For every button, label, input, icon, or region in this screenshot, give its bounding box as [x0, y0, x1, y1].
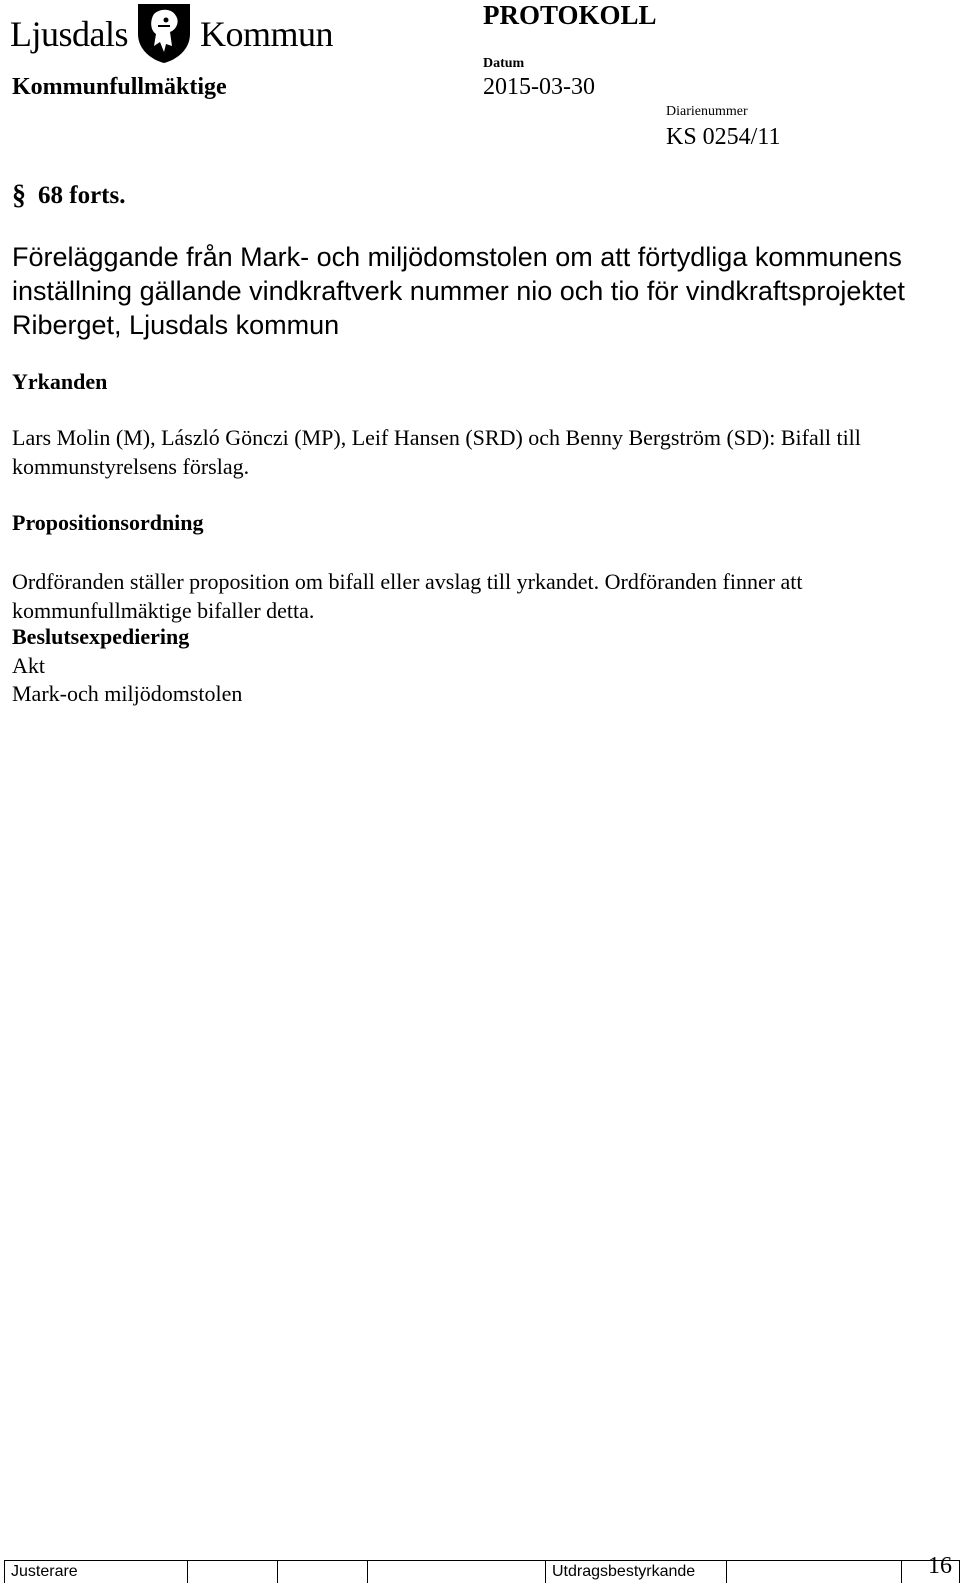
signature-box — [727, 1561, 902, 1583]
yrkanden-text: Lars Molin (M), László Gönczi (MP), Leif Hansen (SRD) och Benny Bergström (SD): Bifall till kommunstyrelsens förslag. — [12, 425, 861, 479]
logo-text-right: Kommun — [200, 14, 334, 54]
municipality-logo — [10, 2, 333, 66]
section-label: 68 forts. — [38, 182, 126, 209]
organ-name: Kommunfullmäktige — [12, 74, 227, 100]
propositionsordning-heading: Propositionsordning — [12, 510, 204, 535]
diary-number-value: KS 0254/11 — [666, 124, 781, 150]
signature-box — [278, 1561, 368, 1583]
matter-title: Föreläggande från Mark- och miljödomstolen om att förtydliga kommunens inställning gällande vindkraftverk nummer nio och tio för vindkraftsprojektet Riberget, Ljusdals kommun — [12, 242, 905, 340]
section-number — [12, 180, 125, 212]
utdragsbestyrkande-cell — [546, 1561, 727, 1583]
justerare-label: Justerare — [11, 1563, 78, 1580]
page-number: 16 — [928, 1553, 952, 1579]
beslutsexpediering-heading: Beslutsexpediering — [12, 624, 190, 649]
section-sign: § — [12, 180, 26, 211]
signature-footer — [4, 1560, 960, 1583]
document-type: PROTOKOLL — [483, 0, 657, 30]
date-label: Datum — [483, 56, 525, 71]
yrkanden-heading: Yrkanden — [12, 369, 108, 394]
distribution-item: Akt — [12, 653, 45, 678]
distribution-item: Mark-och miljödomstolen — [12, 681, 243, 706]
logo-text-left: Ljusdals — [10, 14, 128, 54]
signature-box — [368, 1561, 546, 1583]
utdragsbestyrkande-label: Utdragsbestyrkande — [552, 1563, 696, 1580]
justerare-cell — [5, 1561, 188, 1583]
diary-number-label: Diarienummer — [666, 104, 748, 119]
date-value: 2015-03-30 — [483, 74, 595, 100]
signature-box — [188, 1561, 278, 1583]
coat-of-arms-icon — [136, 0, 192, 69]
propositionsordning-text: Ordföranden ställer proposition om bifall eller avslag till yrkandet. Ordföranden finner att kommunfullmäktige bifaller detta. — [12, 569, 803, 623]
